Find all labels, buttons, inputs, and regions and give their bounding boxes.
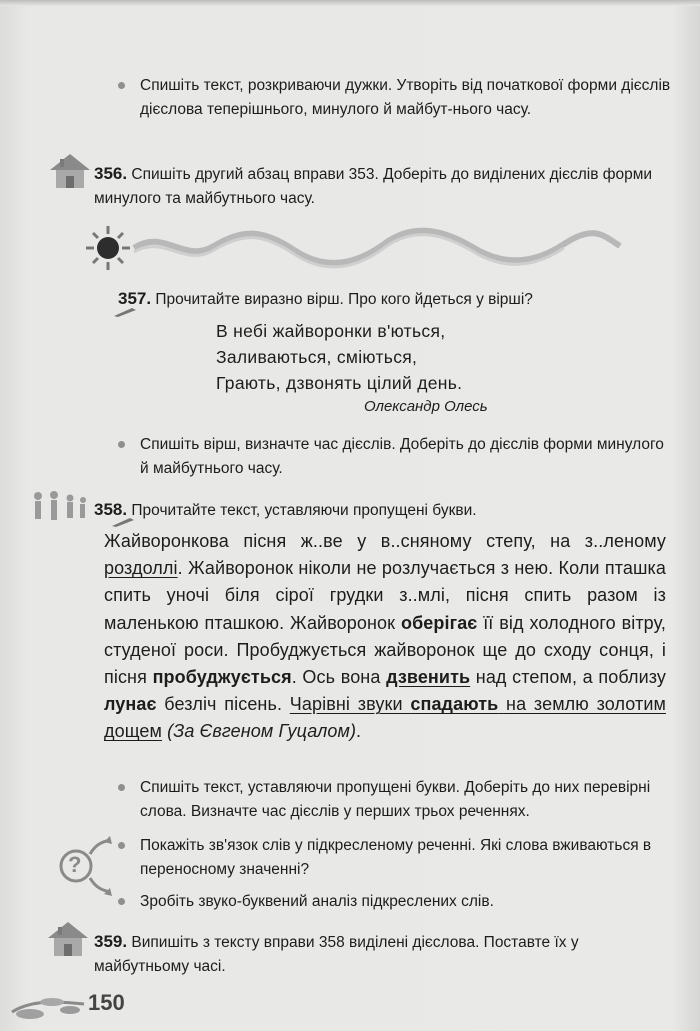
leaf-branch-icon xyxy=(8,982,90,1026)
bullet-358-3-text: Зробіть звуко-буквений аналіз підкреслених слів. xyxy=(140,893,494,910)
bullet-dot xyxy=(118,441,125,448)
bullet-top xyxy=(118,74,672,122)
bullet-top-text: Спишіть текст, розкриваючи дужки. Утворіть від початкової форми дієслів дієслова теперішнього, минулого й майбут-нього часу. xyxy=(140,77,671,118)
underlined-sentence: Чарівні звуки xyxy=(289,694,411,715)
bold-underlined-verb: спадають xyxy=(410,694,499,715)
bullet-357-text: Спишіть вірш, визначте час дієслів. Доберіть до дієслів форми минулого й майбутнього часу. xyxy=(140,436,664,477)
bullet-358-2-text: Покажіть зв'язок слів у підкресленому реченні. Які слова вживаються в переносному значенні? xyxy=(140,837,652,878)
pen-icon xyxy=(112,306,138,318)
passage-segment: безліч пісень. xyxy=(156,694,290,715)
bullet-357 xyxy=(118,433,672,481)
question-mark-text: ? xyxy=(68,852,82,877)
exercise-text: Прочитайте текст, уставляючи пропущені букви. xyxy=(131,502,477,519)
bullet-dot xyxy=(118,784,125,791)
poem-line: В небі жайворонки в'ються, xyxy=(216,321,446,341)
exercise-356 xyxy=(94,162,672,211)
house-icon xyxy=(46,150,94,192)
passage-segment: . Жайворонок ніколи не розлучається з нею. Коли пташка спить уночі біля сірої грудки з..млі, пісня спить разом із маленькою пташкою. Жайворонок xyxy=(104,558,666,633)
question-arrows-icon xyxy=(56,834,112,898)
bullet-358-3 xyxy=(118,890,672,914)
passage-segment: її від холодного вітру, студеної роси. Пробуджується жайворонок ще до сходу сонця, і пісня xyxy=(104,612,666,688)
house-icon xyxy=(44,918,92,960)
passage-segment: . Ось вона xyxy=(291,667,387,688)
exercise-text: Спишіть другий абзац вправи 353. Доберіть до виділених дієслів форми минулого та майбутнього часу. xyxy=(94,166,653,207)
passage-segment: . xyxy=(356,721,362,742)
page-number: 150 xyxy=(88,990,125,1015)
poem-line: Заливаються, сміються, xyxy=(216,347,418,367)
source-attribution: (За Євгеном Гуцалом) xyxy=(162,721,357,742)
bullet-358-2 xyxy=(118,834,672,882)
exercise-number: 357. xyxy=(118,289,152,308)
bold-verb: оберігає xyxy=(400,612,478,633)
exercise-text: Прочитайте виразно вірш. Про кого йдеться у вірші? xyxy=(155,291,533,308)
exercise-357 xyxy=(118,287,672,312)
bold-verb: лунає xyxy=(104,694,157,715)
bullet-358-1-text: Спишіть текст, уставляючи пропущені букви. Доберіть до них перевірні слова. Визначте час дієслів у перших трьох реченнях. xyxy=(140,779,651,820)
bullet-dot xyxy=(118,842,125,849)
bullet-dot xyxy=(118,898,125,905)
exercise-358 xyxy=(94,498,672,523)
passage-segment: над степом, а поблизу xyxy=(470,667,666,688)
bold-underlined-verb: дзвенить xyxy=(386,667,471,688)
exercise-text: Випишіть з тексту вправи 358 виділені дієслова. Поставте їх у майбутньому часі. xyxy=(94,934,579,975)
bullet-358-1 xyxy=(118,776,672,824)
page-top-shadow xyxy=(0,0,700,6)
exercise-number: 359. xyxy=(94,932,128,951)
underlined-word: роздоллі xyxy=(104,558,178,579)
pen-icon xyxy=(110,516,136,528)
passage-text xyxy=(104,528,666,746)
exercise-number: 358. xyxy=(94,500,128,519)
poem-author: Олександр Олесь xyxy=(364,398,488,415)
bullet-dot xyxy=(118,82,125,89)
sun-swirl-divider-icon xyxy=(64,222,624,274)
passage-segment: Жайворонкова пісня ж..ве у в..сняному степу, на з..леному xyxy=(104,531,666,551)
poem-line: Грають, дзвонять цілий день. xyxy=(216,373,463,393)
poem xyxy=(216,318,462,396)
children-group-icon xyxy=(28,490,90,526)
underlined-sentence: на землю золотим дощем xyxy=(104,694,666,742)
bold-verb: пробуджується xyxy=(152,667,292,688)
exercise-359 xyxy=(94,930,672,979)
exercise-number: 356. xyxy=(94,164,128,183)
